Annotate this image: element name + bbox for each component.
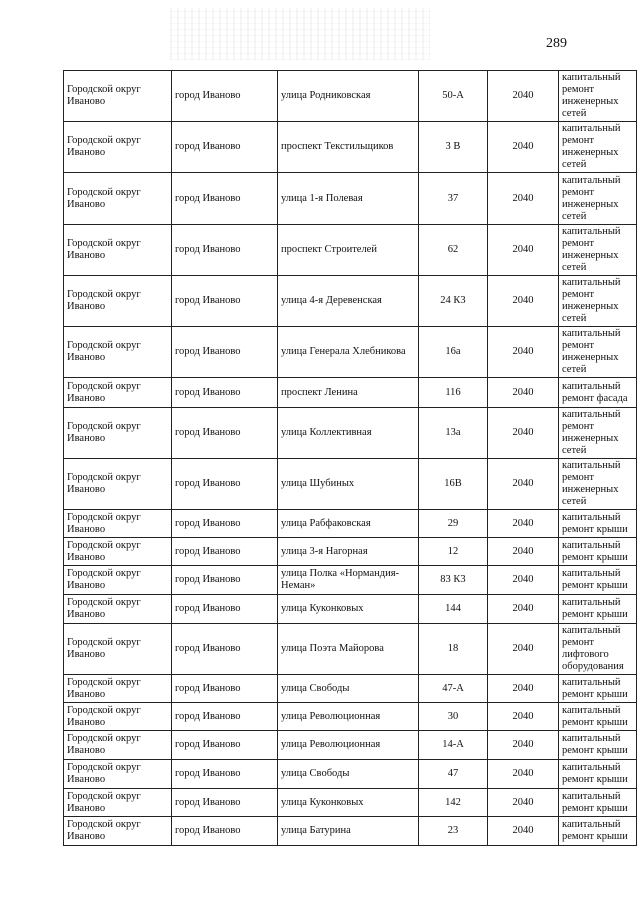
city-cell: город Иваново [172,538,278,566]
city-cell: город Иваново [172,566,278,595]
year-cell: 2040 [488,624,559,675]
table-row [64,378,637,408]
house-number-cell: 47-А [419,675,488,703]
street-cell: улица Революционная [278,703,419,731]
street-cell: улица Поэта Майорова [278,624,419,675]
house-number-cell: 50-А [419,71,488,122]
house-number-cell: 83 К3 [419,566,488,595]
street-cell: улица 1-я Полевая [278,173,419,225]
street-cell: улица 4-я Деревенская [278,276,419,327]
work-type-cell: капитальный ремонт инженерных сетей [559,71,637,122]
year-cell: 2040 [488,173,559,225]
table-row [64,510,637,538]
house-number-cell: 18 [419,624,488,675]
work-type-cell: капитальный ремонт крыши [559,760,637,789]
work-type-cell: капитальный ремонт инженерных сетей [559,225,637,276]
city-cell: город Иваново [172,408,278,459]
house-number-cell: 116 [419,378,488,408]
street-cell: улица Рабфаковская [278,510,419,538]
table-row [64,225,637,276]
street-cell: улица Свободы [278,675,419,703]
table-row [64,408,637,459]
street-cell: улица 3-я Нагорная [278,538,419,566]
district-cell: Городской округ Иваново [64,510,172,538]
district-cell: Городской округ Иваново [64,225,172,276]
district-cell: Городской округ Иваново [64,378,172,408]
year-cell: 2040 [488,675,559,703]
work-type-cell: капитальный ремонт крыши [559,566,637,595]
street-cell: улица Куконковых [278,789,419,817]
city-cell: город Иваново [172,675,278,703]
house-number-cell: 62 [419,225,488,276]
table-row [64,538,637,566]
street-cell: улица Революционная [278,731,419,760]
city-cell: город Иваново [172,760,278,789]
table-row [64,675,637,703]
district-cell: Городской округ Иваново [64,703,172,731]
city-cell: город Иваново [172,327,278,378]
table-row [64,173,637,225]
table-row [64,731,637,760]
work-type-cell: капитальный ремонт лифтового оборудования [559,624,637,675]
year-cell: 2040 [488,817,559,846]
house-number-cell: 23 [419,817,488,846]
table-row [64,276,637,327]
work-type-cell: капитальный ремонт фасада [559,378,637,408]
street-cell: улица Родниковская [278,71,419,122]
street-cell: улица Куконковых [278,595,419,624]
city-cell: город Иваново [172,378,278,408]
street-cell: улица Коллективная [278,408,419,459]
city-cell: город Иваново [172,789,278,817]
district-cell: Городской округ Иваново [64,276,172,327]
table-row [64,459,637,510]
table-row [64,817,637,846]
district-cell: Городской округ Иваново [64,760,172,789]
district-cell: Городской округ Иваново [64,675,172,703]
table-row [64,703,637,731]
work-type-cell: капитальный ремонт крыши [559,817,637,846]
year-cell: 2040 [488,408,559,459]
work-type-cell: капитальный ремонт крыши [559,731,637,760]
year-cell: 2040 [488,760,559,789]
year-cell: 2040 [488,566,559,595]
work-type-cell: капитальный ремонт крыши [559,538,637,566]
table-row [64,624,637,675]
street-cell: улица Генерала Хлебникова [278,327,419,378]
work-type-cell: капитальный ремонт крыши [559,675,637,703]
street-cell: проспект Текстильщиков [278,122,419,173]
house-number-cell: 13а [419,408,488,459]
city-cell: город Иваново [172,595,278,624]
city-cell: город Иваново [172,731,278,760]
year-cell: 2040 [488,595,559,624]
year-cell: 2040 [488,327,559,378]
year-cell: 2040 [488,378,559,408]
house-number-cell: 16В [419,459,488,510]
district-cell: Городской округ Иваново [64,459,172,510]
work-type-cell: капитальный ремонт инженерных сетей [559,459,637,510]
year-cell: 2040 [488,276,559,327]
house-number-cell: 14-А [419,731,488,760]
district-cell: Городской округ Иваново [64,817,172,846]
house-number-cell: 3 В [419,122,488,173]
city-cell: город Иваново [172,276,278,327]
district-cell: Городской округ Иваново [64,624,172,675]
table-row [64,122,637,173]
work-type-cell: капитальный ремонт крыши [559,703,637,731]
page-number: 289 [546,36,567,51]
work-type-cell: капитальный ремонт крыши [559,510,637,538]
street-cell: улица Свободы [278,760,419,789]
house-number-cell: 37 [419,173,488,225]
district-cell: Городской округ Иваново [64,566,172,595]
district-cell: Городской округ Иваново [64,327,172,378]
district-cell: Городской округ Иваново [64,789,172,817]
table-row [64,327,637,378]
year-cell: 2040 [488,538,559,566]
city-cell: город Иваново [172,122,278,173]
registry-table-body [64,71,637,846]
street-cell: улица Полка «Нормандия-Неман» [278,566,419,595]
house-number-cell: 12 [419,538,488,566]
registry-table [63,70,637,846]
street-cell: проспект Ленина [278,378,419,408]
table-row [64,566,637,595]
scan-artifact [170,8,430,60]
work-type-cell: капитальный ремонт крыши [559,595,637,624]
district-cell: Городской округ Иваново [64,731,172,760]
year-cell: 2040 [488,225,559,276]
year-cell: 2040 [488,703,559,731]
work-type-cell: капитальный ремонт инженерных сетей [559,408,637,459]
year-cell: 2040 [488,510,559,538]
district-cell: Городской округ Иваново [64,173,172,225]
district-cell: Городской округ Иваново [64,71,172,122]
street-cell: улица Батурина [278,817,419,846]
district-cell: Городской округ Иваново [64,408,172,459]
house-number-cell: 16а [419,327,488,378]
city-cell: город Иваново [172,817,278,846]
table-row [64,789,637,817]
work-type-cell: капитальный ремонт инженерных сетей [559,276,637,327]
house-number-cell: 142 [419,789,488,817]
work-type-cell: капитальный ремонт инженерных сетей [559,173,637,225]
year-cell: 2040 [488,122,559,173]
table-row [64,71,637,122]
work-type-cell: капитальный ремонт инженерных сетей [559,327,637,378]
street-cell: улица Шубиных [278,459,419,510]
year-cell: 2040 [488,789,559,817]
house-number-cell: 144 [419,595,488,624]
work-type-cell: капитальный ремонт инженерных сетей [559,122,637,173]
table-row [64,595,637,624]
city-cell: город Иваново [172,225,278,276]
table-row [64,760,637,789]
year-cell: 2040 [488,459,559,510]
work-type-cell: капитальный ремонт крыши [559,789,637,817]
city-cell: город Иваново [172,173,278,225]
house-number-cell: 29 [419,510,488,538]
year-cell: 2040 [488,731,559,760]
city-cell: город Иваново [172,510,278,538]
district-cell: Городской округ Иваново [64,595,172,624]
city-cell: город Иваново [172,459,278,510]
city-cell: город Иваново [172,624,278,675]
house-number-cell: 47 [419,760,488,789]
district-cell: Городской округ Иваново [64,122,172,173]
city-cell: город Иваново [172,71,278,122]
house-number-cell: 24 К3 [419,276,488,327]
street-cell: проспект Строителей [278,225,419,276]
house-number-cell: 30 [419,703,488,731]
year-cell: 2040 [488,71,559,122]
city-cell: город Иваново [172,703,278,731]
district-cell: Городской округ Иваново [64,538,172,566]
